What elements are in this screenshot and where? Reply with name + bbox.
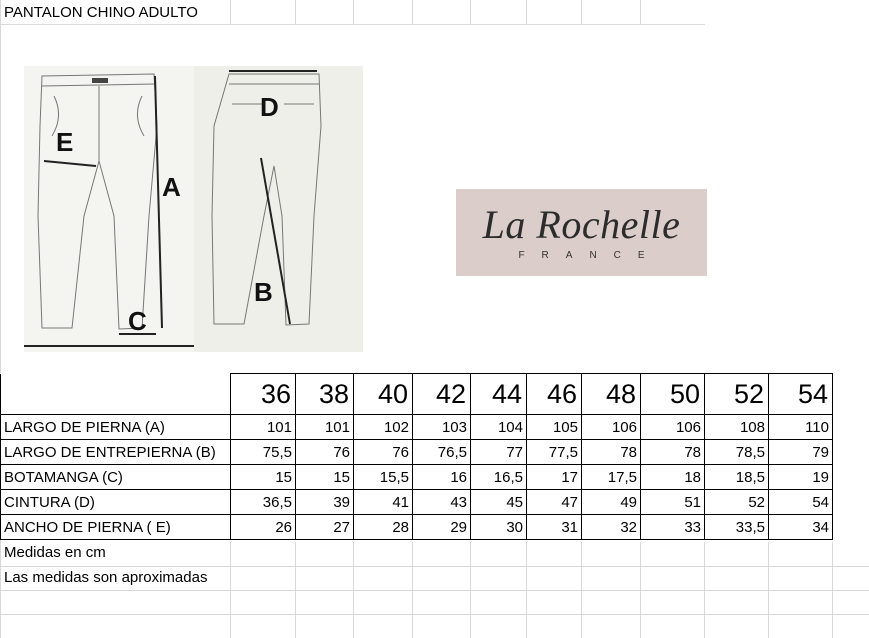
table-cell: 106 <box>582 415 641 440</box>
label-d: D <box>260 92 279 122</box>
table-cell: 102 <box>354 415 413 440</box>
size-header: 44 <box>471 374 527 415</box>
size-header: 54 <box>769 374 833 415</box>
table-cell: 18,5 <box>705 465 769 490</box>
row-label: CINTURA (D) <box>1 490 231 515</box>
size-header: 36 <box>231 374 296 415</box>
table-cell: 15 <box>296 465 354 490</box>
size-header: 48 <box>582 374 641 415</box>
table-cell: 30 <box>471 515 527 540</box>
size-header: 50 <box>641 374 705 415</box>
table-cell: 43 <box>413 490 471 515</box>
table-cell: 110 <box>769 415 833 440</box>
table-cell: 104 <box>471 415 527 440</box>
table-cell: 18 <box>641 465 705 490</box>
table-row <box>1 415 833 440</box>
label-c: C <box>128 306 147 336</box>
table-cell: 28 <box>354 515 413 540</box>
units-note: Medidas en cm <box>4 544 106 561</box>
table-cell: 78,5 <box>705 440 769 465</box>
gridline <box>526 542 527 638</box>
size-header: 40 <box>354 374 413 415</box>
table-cell: 47 <box>527 490 582 515</box>
gridline <box>470 542 471 638</box>
table-cell: 16 <box>413 465 471 490</box>
table-cell: 76,5 <box>413 440 471 465</box>
table-cell: 32 <box>582 515 641 540</box>
row-label: BOTAMANGA (C) <box>1 465 231 490</box>
table-row <box>1 490 833 515</box>
table-cell: 41 <box>354 490 413 515</box>
sheet-title: PANTALON CHINO ADULTO <box>4 4 198 21</box>
gridline <box>353 542 354 638</box>
gridline <box>412 542 413 638</box>
row-label: LARGO DE PIERNA (A) <box>1 415 231 440</box>
table-cell: 39 <box>296 490 354 515</box>
size-header-row <box>1 374 833 415</box>
table-cell: 77 <box>471 440 527 465</box>
approx-note: Las medidas son aproximadas <box>4 569 208 586</box>
size-header: 42 <box>413 374 471 415</box>
table-cell: 79 <box>769 440 833 465</box>
table-row <box>1 465 833 490</box>
logo-subtitle: FRANCE <box>518 250 662 261</box>
gridline <box>412 0 413 24</box>
trouser-drawing <box>24 66 363 352</box>
table-cell: 76 <box>296 440 354 465</box>
size-header: 46 <box>527 374 582 415</box>
table-cell: 33,5 <box>705 515 769 540</box>
table-cell: 31 <box>527 515 582 540</box>
table-cell: 15 <box>231 465 296 490</box>
row-label: LARGO DE ENTREPIERNA (B) <box>1 440 231 465</box>
gridline <box>768 542 769 638</box>
gridline <box>0 24 705 25</box>
label-a: A <box>162 172 181 202</box>
table-cell: 105 <box>527 415 582 440</box>
table-cell: 15,5 <box>354 465 413 490</box>
gridline <box>0 590 869 591</box>
gridline <box>470 0 471 24</box>
header-corner <box>1 374 231 415</box>
table-cell: 108 <box>705 415 769 440</box>
gridline <box>832 542 833 638</box>
gridline <box>230 542 231 638</box>
size-table <box>0 373 833 540</box>
brand-logo <box>456 189 707 276</box>
table-cell: 26 <box>231 515 296 540</box>
table-cell: 52 <box>705 490 769 515</box>
label-e: E <box>56 127 74 157</box>
table-cell: 101 <box>231 415 296 440</box>
size-header: 38 <box>296 374 354 415</box>
gridline <box>581 542 582 638</box>
gridline <box>0 0 1 638</box>
table-cell: 76 <box>354 440 413 465</box>
table-cell: 34 <box>769 515 833 540</box>
gridline <box>526 0 527 24</box>
gridline <box>295 542 296 638</box>
table-cell: 29 <box>413 515 471 540</box>
table-cell: 19 <box>769 465 833 490</box>
table-cell: 36,5 <box>231 490 296 515</box>
gridline <box>581 0 582 24</box>
gridline <box>295 0 296 24</box>
table-cell: 51 <box>641 490 705 515</box>
table-cell: 27 <box>296 515 354 540</box>
label-b: B <box>254 277 273 307</box>
table-cell: 78 <box>641 440 705 465</box>
table-row <box>1 515 833 540</box>
table-row <box>1 440 833 465</box>
row-label: ANCHO DE PIERNA ( E) <box>1 515 231 540</box>
table-cell: 101 <box>296 415 354 440</box>
table-cell: 78 <box>582 440 641 465</box>
trouser-diagram <box>24 66 363 352</box>
table-cell: 45 <box>471 490 527 515</box>
table-cell: 75,5 <box>231 440 296 465</box>
gridline <box>353 0 354 24</box>
gridline <box>640 0 641 24</box>
gridline <box>640 542 641 638</box>
table-cell: 54 <box>769 490 833 515</box>
table-cell: 49 <box>582 490 641 515</box>
table-cell: 17,5 <box>582 465 641 490</box>
gridline <box>230 0 231 24</box>
table-cell: 106 <box>641 415 705 440</box>
table-cell: 33 <box>641 515 705 540</box>
table-cell: 16,5 <box>471 465 527 490</box>
gridline <box>0 614 869 615</box>
size-header: 52 <box>705 374 769 415</box>
gridline <box>0 566 869 567</box>
table-cell: 17 <box>527 465 582 490</box>
logo-name: La Rochelle <box>482 202 681 247</box>
gridline <box>704 542 705 638</box>
table-cell: 103 <box>413 415 471 440</box>
table-cell: 77,5 <box>527 440 582 465</box>
